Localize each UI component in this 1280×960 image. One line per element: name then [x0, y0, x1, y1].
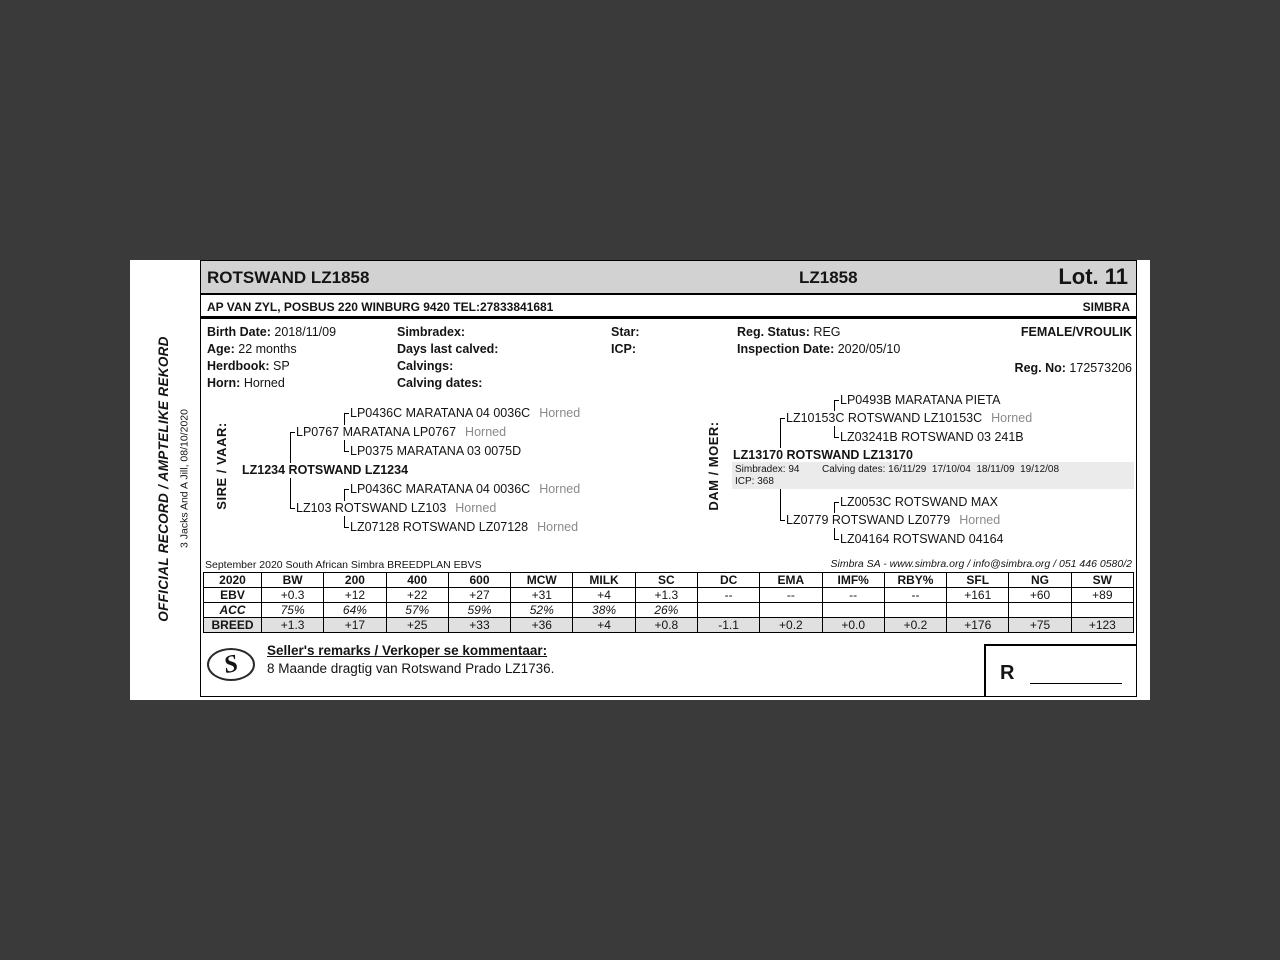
- acc-row: [204, 603, 1134, 618]
- ebv-cell: +123: [1071, 618, 1133, 633]
- ebv-cell: [822, 603, 884, 618]
- horn-status: Horned: [455, 501, 497, 515]
- ebv-cell: +89: [1071, 588, 1133, 603]
- ebv-cell: +60: [1009, 588, 1071, 603]
- ebv-cell: [760, 603, 822, 618]
- herdbook-field: Herdbook: SP: [207, 359, 290, 373]
- simbra-contact-caption: Simbra SA - www.simbra.org / info@simbra.org / 051 446 0580/2: [830, 558, 1132, 570]
- ebv-col-header: 400: [386, 573, 448, 588]
- ebv-cell: 57%: [386, 603, 448, 618]
- inspection-date-field: Inspection Date: 2020/05/10: [737, 342, 901, 356]
- ebv-cell: 38%: [573, 603, 635, 618]
- horn-status: Horned: [539, 406, 581, 420]
- ebv-cell: [1009, 603, 1071, 618]
- horn-status: Horned: [465, 425, 507, 439]
- animal-name: ROTSWAND LZ1858: [207, 268, 370, 287]
- ebv-table: [203, 572, 1134, 633]
- reg-no-field: Reg. No: 172573206: [1014, 361, 1132, 375]
- seller-remarks-title: Seller's remarks / Verkoper se kommentaar:: [267, 643, 548, 658]
- horn-status: Horned: [537, 520, 579, 534]
- simbra-logo-icon: S: [207, 648, 255, 681]
- currency-symbol: R: [1000, 662, 1015, 684]
- ebv-cell: +0.2: [884, 618, 946, 633]
- ebv-cell: [697, 603, 759, 618]
- seller-remarks-text: 8 Maande dragtig van Rotswand Prado LZ1736.: [267, 661, 555, 676]
- ebv-cell: [947, 603, 1009, 618]
- ebv-col-header: NG: [1009, 573, 1071, 588]
- dam-granddam-dam: LZ04164 ROTSWAND 04164: [839, 532, 1007, 547]
- ebv-col-header: 200: [324, 573, 386, 588]
- ebv-row: [204, 588, 1134, 603]
- sidebar-official-record-label: OFFICIAL RECORD / AMPTELIKE REKORD: [156, 336, 171, 622]
- ebv-col-header: DC: [697, 573, 759, 588]
- sire-grandsire-dam: LP0375 MARATANA 03 0075D: [349, 444, 524, 459]
- dam-grandsire-sire: LP0493B MARATANA PIETA: [839, 393, 1003, 408]
- horn-status: Horned: [539, 482, 581, 496]
- ebv-cell: --: [884, 588, 946, 603]
- title-bar: [201, 261, 1136, 295]
- ebv-col-header: 600: [448, 573, 510, 588]
- ebv-cell: +161: [947, 588, 1009, 603]
- ebv-col-header: RBY%: [884, 573, 946, 588]
- ebv-header-row: [204, 573, 1134, 588]
- dam-icp: ICP: 368: [735, 476, 774, 487]
- sire-section-label: SIRE / VAAR:: [214, 422, 229, 510]
- ebv-cell: +176: [947, 618, 1009, 633]
- ebv-col-header: MILK: [573, 573, 635, 588]
- dam-granddam-sire: LZ0053C ROTSWAND MAX: [839, 495, 1001, 510]
- ebv-col-header: MCW: [511, 573, 573, 588]
- ebv-col-header: SFL: [947, 573, 1009, 588]
- star-field: Star:: [611, 325, 640, 339]
- ebv-cell: +4: [573, 588, 635, 603]
- ebv-cell: 26%: [635, 603, 697, 618]
- simbradex-field: Simbradex:: [397, 325, 466, 339]
- horn-status: Horned: [959, 513, 1001, 527]
- sidebar-sale-info: 3 Jacks And A Jill, 08/10/2020: [178, 409, 191, 548]
- ebv-cell: +27: [448, 588, 510, 603]
- reg-status-field: Reg. Status: REG: [737, 325, 841, 339]
- ebv-cell: +0.3: [262, 588, 324, 603]
- dam-grandsire-dam: LZ03241B ROTSWAND 03 241B: [839, 430, 1027, 445]
- ebv-cell: 59%: [448, 603, 510, 618]
- animal-tag: LZ1858: [799, 268, 858, 287]
- ebv-cell: 52%: [511, 603, 573, 618]
- ebv-cell: +25: [386, 618, 448, 633]
- icp-field: ICP:: [611, 342, 636, 356]
- ebv-cell: +4: [573, 618, 635, 633]
- ebv-cell: +0.8: [635, 618, 697, 633]
- days-last-calved-field: Days last calved:: [397, 342, 499, 356]
- sire-granddam-dam: LZ07128 ROTSWAND LZ07128 Horned: [349, 520, 581, 535]
- ebv-col-header: EMA: [760, 573, 822, 588]
- calving-dates-field: Calving dates:: [397, 376, 483, 390]
- ebv-cell: [1071, 603, 1133, 618]
- ebv-cell: +33: [448, 618, 510, 633]
- ebv-cell: +12: [324, 588, 386, 603]
- dam-section-label: DAM / MOER:: [706, 421, 721, 511]
- breed-name: SIMBRA: [1082, 300, 1130, 314]
- sire-granddam: LZ103 ROTSWAND LZ103 Horned: [295, 501, 499, 516]
- ebv-cell: +75: [1009, 618, 1071, 633]
- ebv-cell: --: [697, 588, 759, 603]
- dam-calving-dates: Calving dates: 16/11/29 17/10/04 18/11/09 19/12/08: [822, 464, 1060, 475]
- calvings-field: Calvings:: [397, 359, 454, 373]
- ebv-row-label: ACC: [204, 603, 262, 618]
- record-card: [130, 260, 1150, 700]
- ebv-cell: --: [760, 588, 822, 603]
- ebv-cell: +22: [386, 588, 448, 603]
- dam-performance-box: [732, 462, 1134, 489]
- dam-grandsire: LZ10153C ROTSWAND LZ10153C Horned: [785, 411, 1035, 426]
- ebv-cell: +17: [324, 618, 386, 633]
- dam-simbradex: Simbradex: 94: [735, 464, 800, 475]
- breedplan-caption: September 2020 South African Simbra BREEDPLAN EBVS: [205, 559, 482, 571]
- ebv-cell: +1.3: [635, 588, 697, 603]
- ebv-cell: 64%: [324, 603, 386, 618]
- ebv-cell: +0.2: [760, 618, 822, 633]
- birth-date-field: Birth Date: 2018/11/09: [207, 325, 337, 339]
- ebv-col-header: BW: [262, 573, 324, 588]
- price-fill-line: [1030, 683, 1122, 685]
- ebv-cell: +1.3: [262, 618, 324, 633]
- ebv-col-header: IMF%: [822, 573, 884, 588]
- sire-grandsire: LP0767 MARATANA LP0767 Horned: [295, 425, 509, 440]
- ebv-cell: +0.0: [822, 618, 884, 633]
- ebv-col-header: SC: [635, 573, 697, 588]
- ebv-cell: -1.1: [697, 618, 759, 633]
- ebv-row-label: BREED: [204, 618, 262, 633]
- breed-avg-row: [204, 618, 1134, 633]
- ebv-cell: --: [822, 588, 884, 603]
- owner-contact: AP VAN ZYL, POSBUS 220 WINBURG 9420 TEL:27833841681: [207, 300, 554, 314]
- horn-field: Horn: Horned: [207, 376, 285, 390]
- record-content: [200, 260, 1137, 697]
- age-field: Age: 22 months: [207, 342, 297, 356]
- ebv-cell: +36: [511, 618, 573, 633]
- ebv-col-header: 2020: [204, 573, 262, 588]
- sire-name: LZ1234 ROTSWAND LZ1234: [241, 463, 411, 478]
- ebv-cell: +31: [511, 588, 573, 603]
- sire-grandsire-sire: LP0436C MARATANA 04 0036C Horned: [349, 406, 583, 421]
- ebv-cell: [884, 603, 946, 618]
- dam-name: LZ13170 ROTSWAND LZ13170: [732, 448, 916, 463]
- sex-field: FEMALE/VROULIK: [1020, 325, 1132, 339]
- horn-status: Horned: [991, 411, 1033, 425]
- price-box: [984, 644, 1136, 696]
- ebv-col-header: SW: [1071, 573, 1133, 588]
- ebv-cell: 75%: [262, 603, 324, 618]
- lot-number: Lot. 11: [1058, 264, 1128, 289]
- owner-bar: [201, 297, 1136, 319]
- dam-granddam: LZ0779 ROTSWAND LZ0779 Horned: [785, 513, 1003, 528]
- sire-granddam-sire: LP0436C MARATANA 04 0036C Horned: [349, 482, 583, 497]
- ebv-row-label: EBV: [204, 588, 262, 603]
